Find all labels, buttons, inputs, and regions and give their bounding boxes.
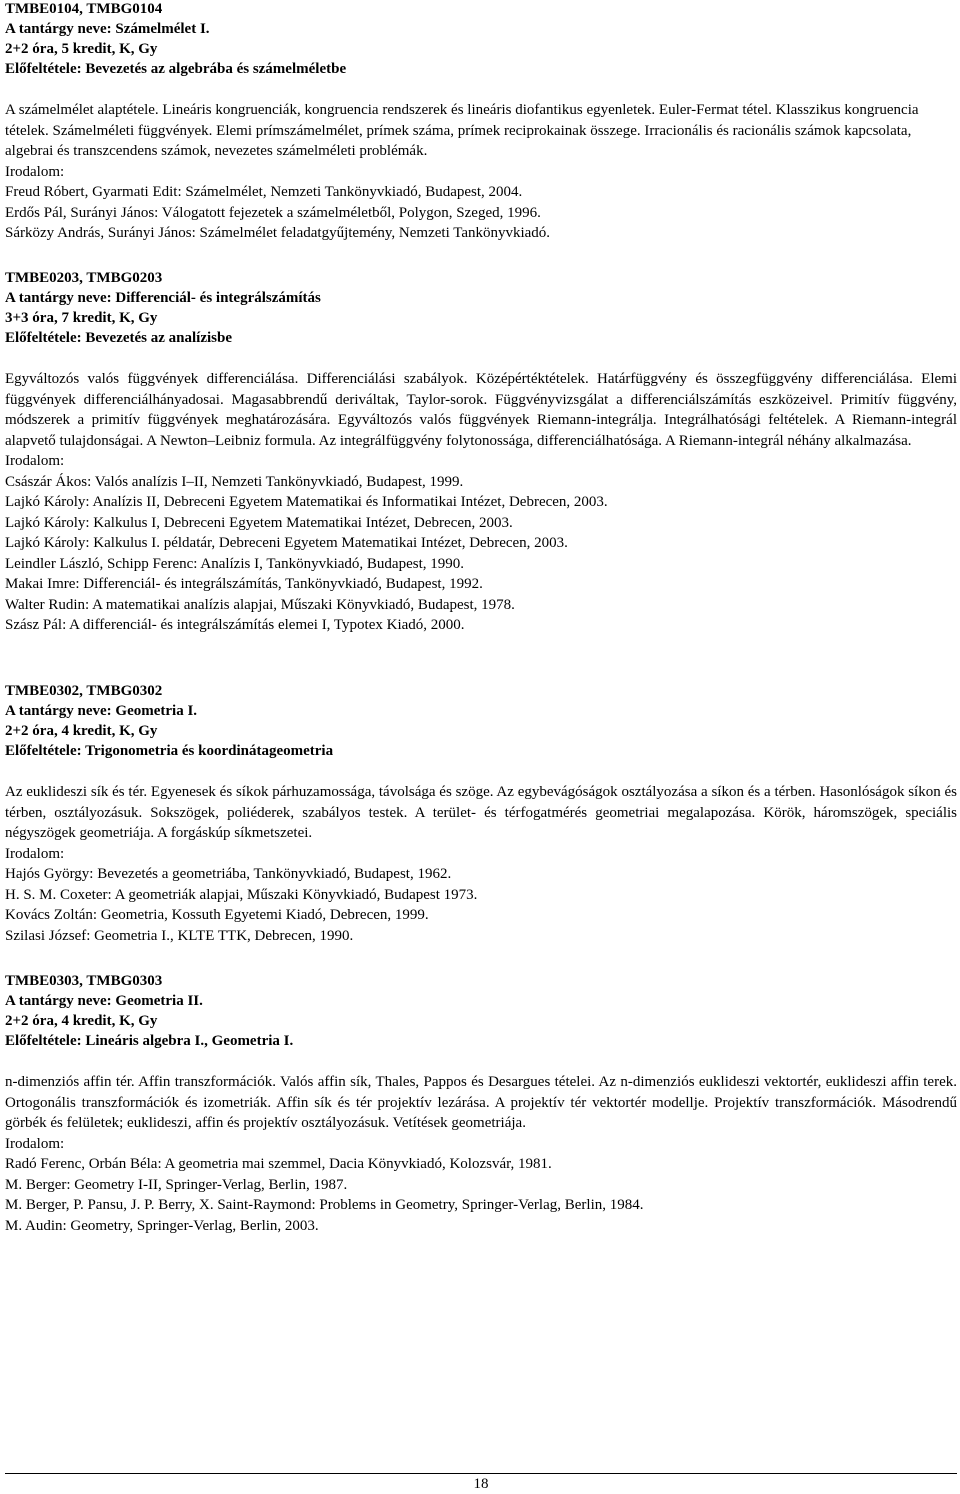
- literature-item: M. Audin: Geometry, Springer-Verlag, Berlin, 2003.: [5, 1217, 319, 1234]
- literature-heading: Irodalom:: [5, 453, 65, 469]
- course-description: Az euklideszi sík és tér. Egyenesek és síkok párhuzamossága, távolsága és szöge. Az egybevágóságok osztályozása a síkon és a térben. Hasonlóságok síkon és térben, osztályozásuk. Sokszögek, poliéderek, szabályos testek. A terület- és térfogatmérés geometriai megalapozása. Körök, háromszögek, speciális négyszögek geometriája. A forgáskúp síkmetszetei.: [5, 784, 957, 841]
- course-block-differencial: [5, 268, 957, 636]
- literature-item: Hajós György: Bevezetés a geometriába, Tankönyvkiadó, Budapest, 1962.: [5, 866, 452, 882]
- literature-item: Szász Pál: A differenciál- és integrálszámítás elemei I, Typotex Kiadó, 2000.: [5, 617, 465, 633]
- literature-item: Freud Róbert, Gyarmati Edit: Számelmélet, Nemzeti Tankönyvkiadó, Budapest, 2004.: [5, 184, 523, 200]
- course-prerequisite: Előfeltétele: Bevezetés az algebrába és számelméletbe: [5, 61, 347, 77]
- literature-item: Császár Ákos: Valós analízis I–II, Nemzeti Tankönyvkiadó, Budapest, 1999.: [5, 473, 464, 490]
- course-block-geometria-2: [5, 971, 957, 1236]
- course-code: TMBE0203, TMBG0203: [5, 270, 163, 286]
- course-name: A tantárgy neve: Differenciál- és integrálszámítás: [5, 290, 321, 306]
- literature-item: Lajkó Károly: Analízis II, Debreceni Egyetem Matematikai és Informatikai Intézet, Debrecen, 2003.: [5, 494, 608, 510]
- literature-item: Szilasi József: Geometria I., KLTE TTK, Debrecen, 1990.: [5, 927, 354, 944]
- course-hours: 3+3 óra, 7 kredit, K, Gy: [5, 310, 158, 326]
- course-name: A tantárgy neve: Geometria II.: [5, 993, 203, 1009]
- course-description: Egyváltozós valós függvények differenciálása. Differenciálási szabályok. Középértéktételek. Határfüggvény és összegfüggvény differenciálása. Elemi függvények differenciálhányadosai. Magasabbrendű deriváltak, Taylor-sorok. Függvényvizsgálat a differenciálszámítás eszközeivel. Primitív függvény, módszerek a primitív függvények meghatározására. Egyváltozós valós függvények Riemann-integrálja. Integrálhatósági feltételek. A Riemann-integrál alapvető tulajdonságai. A Newton–Leibniz formula. Az integrálfüggvény folytonossága, differenciálhatósága. A Riemann-integrál néhány alkalmazása.: [5, 371, 957, 449]
- literature-heading: Irodalom:: [5, 163, 65, 180]
- course-code: TMBE0302, TMBG0302: [5, 683, 163, 699]
- page-number: 18: [473, 1476, 489, 1492]
- literature-item: Leindler László, Schipp Ferenc: Analízis I, Tankönyvkiadó, Budapest, 1990.: [5, 555, 464, 572]
- literature-item: Makai Imre: Differenciál- és integrálszámítás, Tankönyvkiadó, Budapest, 1992.: [5, 576, 483, 592]
- course-prerequisite: Előfeltétele: Bevezetés az analízisbe: [5, 330, 232, 346]
- course-code: TMBE0104, TMBG0104: [5, 1, 163, 17]
- literature-item: Walter Rudin: A matematikai analízis alapjai, Műszaki Könyvkiadó, Budapest, 1978.: [5, 596, 515, 613]
- literature-item: H. S. M. Coxeter: A geometriák alapjai, Műszaki Könyvkiadó, Budapest 1973.: [5, 886, 478, 903]
- course-name: A tantárgy neve: Geometria I.: [5, 703, 198, 719]
- course-description: A számelmélet alaptétele. Lineáris kongruenciák, kongruencia rendszerek és lineáris diofantikus egyenletek. Euler-Fermat tétel. Klasszikus kongruencia tételek. Számelméleti függvények. Elemi prímszámelmélet, prímek száma, prímek reciprokainak összege. Irracionális és racionális számok kapcsolata, algebrai és transzcendens számok, nevezetes számelméleti problémák.: [5, 102, 919, 159]
- literature-item: M. Berger: Geometry I-II, Springer-Verlag, Berlin, 1987.: [5, 1176, 348, 1193]
- literature-item: Kovács Zoltán: Geometria, Kossuth Egyetemi Kiadó, Debrecen, 1999.: [5, 907, 429, 923]
- course-description: n-dimenziós affin tér. Affin transzformációk. Valós affin sík, Thales, Pappos és Desargues tételei. Az n-dimenziós euklideszi vektortér, euklideszi affin terek. Ortogonális transzformációk és izometriák. Affin sík és tér projektív lezárása. A projektív tér vektortér modellje. Projektív transzformációk. Másodrendű görbék és felületek; euklideszi, affin és projektív osztályozásuk. Vetítések geometriája.: [5, 1074, 957, 1131]
- literature-heading: Irodalom:: [5, 1135, 65, 1152]
- literature-item: Lajkó Károly: Kalkulus I, Debreceni Egyetem Matematikai Intézet, Debrecen, 2003.: [5, 514, 513, 531]
- literature-item: Erdős Pál, Surányi János: Válogatott fejezetek a számelméletből, Polygon, Szeged, 1996.: [5, 204, 541, 221]
- course-hours: 2+2 óra, 4 kredit, K, Gy: [5, 1013, 158, 1029]
- course-code: TMBE0303, TMBG0303: [5, 973, 163, 989]
- course-hours: 2+2 óra, 5 kredit, K, Gy: [5, 41, 158, 57]
- literature-item: Sárközy András, Surányi János: Számelmélet feladatgyűjtemény, Nemzeti Tankönyvkiadó.: [5, 225, 551, 241]
- course-prerequisite: Előfeltétele: Trigonometria és koordinátageometria: [5, 743, 334, 759]
- course-prerequisite: Előfeltétele: Lineáris algebra I., Geometria I.: [5, 1033, 294, 1049]
- literature-heading: Irodalom:: [5, 845, 65, 862]
- literature-item: Radó Ferenc, Orbán Béla: A geometria mai szemmel, Dacia Könyvkiadó, Kolozsvár, 1981.: [5, 1156, 552, 1172]
- literature-item: Lajkó Károly: Kalkulus I. példatár, Debreceni Egyetem Matematikai Intézet, Debrecen, 2003.: [5, 535, 568, 551]
- course-name: A tantárgy neve: Számelmélet I.: [5, 21, 210, 37]
- course-block-szamelmelet: [5, 0, 957, 244]
- course-hours: 2+2 óra, 4 kredit, K, Gy: [5, 723, 158, 739]
- literature-item: M. Berger, P. Pansu, J. P. Berry, X. Saint-Raymond: Problems in Geometry, Springer-Verlag, Berlin, 1984.: [5, 1197, 644, 1213]
- course-block-geometria-1: [5, 681, 957, 946]
